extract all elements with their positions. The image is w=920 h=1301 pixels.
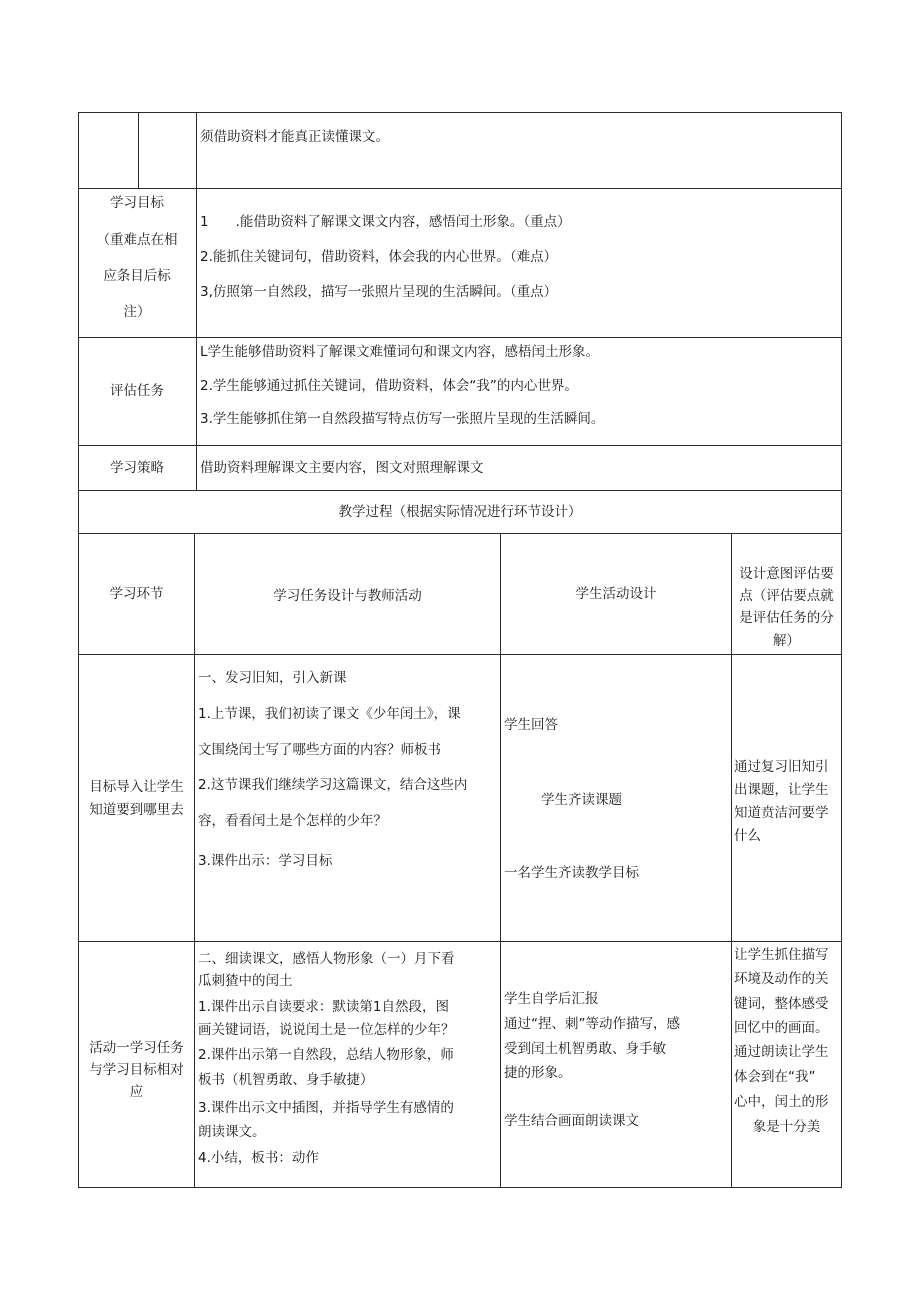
objective-item: 1 .能借助资料了解课文课文内容，感悟闰土形象。（重点） (200, 214, 571, 230)
strategy-text: 借助资料理解课文主要内容，图文对照理解课文 (200, 460, 484, 476)
assessment-item: 2.学生能够通过抓住关键词，借助资料，体会“我”的内心世界。 (200, 378, 578, 394)
assessment-item: L学生能够借助资料了解课文难懂词句和课文内容，感梧闰土形象。 (200, 344, 600, 360)
header-teacher: 学习任务设计与教师活动 (273, 588, 422, 604)
top-row-text: 须借助资料才能真正读懂课文。 (200, 129, 389, 145)
objective-item: 3,仿照第一自然段，描写一张照片呈现的生活瞬间。（重点） (200, 284, 558, 300)
header-student: 学生活动设计 (575, 586, 657, 602)
strategy-label: 学习策略 (110, 460, 164, 476)
assessment-label: 评估任务 (110, 383, 164, 399)
objective-item: 2.能抓住关键词句，借助资料，体会我的内心世界。（难点） (200, 249, 558, 265)
header-stage: 学习环节 (109, 586, 164, 602)
assessment-item: 3.学生能够抓住第一自然段描写特点仿写一张照片呈现的生活瞬间。 (200, 411, 605, 427)
process-title: 教学过程（根据实际情况进行环节设计） (338, 504, 582, 520)
